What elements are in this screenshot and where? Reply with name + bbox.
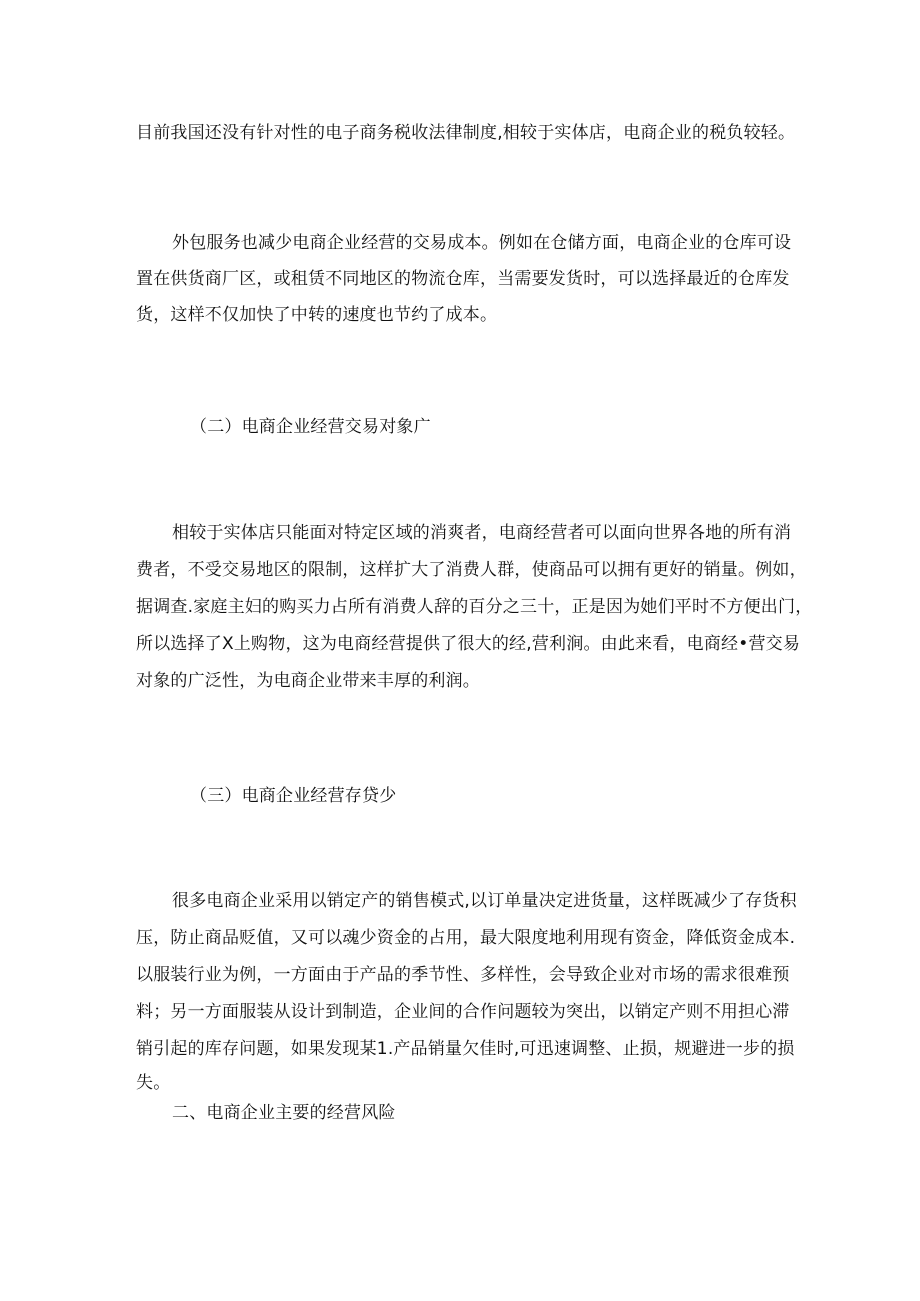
paragraph-tax: 目前我国还没有针对性的电子商务税收法律制度,相较于实体店，电商企业的税负较轻。 bbox=[136, 123, 796, 143]
paragraph-consumers-line: 对象的广泛性，为电商企业带来丰厚的利润。 bbox=[136, 671, 480, 691]
paragraph-inventory-line: 料；另一方面服装从设计到制造，企业间的合作问题较为突出，以销定产则不用担心滞 bbox=[136, 1002, 790, 1022]
section-heading-risks: 二、电商企业主要的经营风险 bbox=[172, 1103, 396, 1123]
paragraph-outsourcing-line: 货，这样不仅加快了中转的速度也节约了成本。 bbox=[136, 305, 498, 325]
paragraph-inventory-line: 压，防止商品贬值，又可以魂少资金的占用，最大限度地利用现有资金，降低资金成本. bbox=[136, 928, 796, 948]
paragraph-consumers-line: 费者，不受交易地区的限制，这样扩大了消费人群，使商品可以拥有更好的销量。例如， bbox=[136, 560, 807, 580]
heading-trade-targets: （二）电商企业经营交易对象广 bbox=[190, 417, 431, 437]
paragraph-outsourcing-line: 外包服务也减少电商企业经营的交易成本。例如在仓储方面，电商企业的仓库可设 bbox=[172, 233, 792, 253]
paragraph-consumers-line: 相较于实体店只能面对特定区域的消爽者，电商经营者可以面向世界各地的所有消 bbox=[172, 523, 792, 543]
heading-inventory: （三）电商企业经营存贷少 bbox=[190, 786, 397, 806]
paragraph-consumers-line: 据调查.家庭主妇的购买力占所有消费人辞的百分之三十，正是因为她们平时不方便出门， bbox=[136, 597, 813, 617]
paragraph-outsourcing-line: 置在供货商厂区，或租赁不同地区的物流仓库，当需要发货时，可以选择最近的仓库发 bbox=[136, 269, 790, 289]
paragraph-inventory-line: 失。 bbox=[136, 1073, 171, 1093]
paragraph-consumers-line: 所以选择了X上购物，这为电商经营提供了很大的经,营利涧。由此来看，电商经•营交易 bbox=[136, 634, 801, 654]
paragraph-inventory-line: 以服装行业为例，一方面由于产品的季节性、多样性，会导致企业对市场的需求很难预 bbox=[136, 965, 790, 985]
paragraph-inventory-line: 销引起的库存问题，如果发现某1.产品销量欠佳时,可迅速调整、止损，规避进一步的损 bbox=[136, 1039, 795, 1059]
paragraph-inventory-line: 很多电商企业采用以销定产的销售模式,以订单量决定进货量，这样既减少了存货积 bbox=[172, 891, 797, 911]
